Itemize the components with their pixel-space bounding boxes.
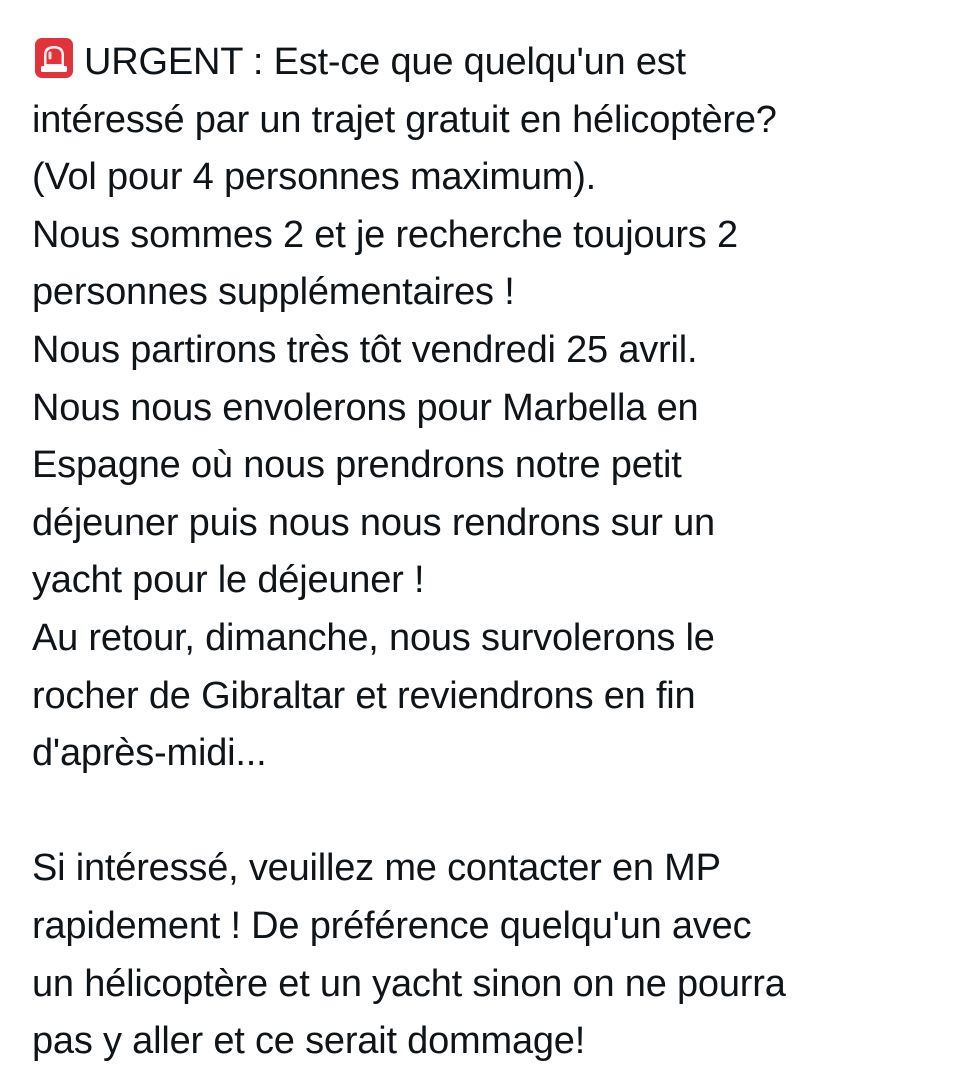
post-line: Nous partirons très tôt vendredi 25 avril. [32, 328, 698, 371]
post-line: yacht pour le déjeuner ! [32, 559, 425, 602]
post-line: déjeuner puis nous nous rendrons sur un [32, 501, 715, 544]
post-line: intéressé par un trajet gratuit en hélicoptère? [32, 98, 777, 141]
post-line: Nous sommes 2 et je recherche toujours 2 [32, 213, 738, 256]
post-line: Au retour, dimanche, nous survolerons le [32, 616, 715, 659]
post-line: un hélicoptère et un yacht sinon on ne pourra [32, 962, 786, 1005]
rotating-light-icon [32, 36, 76, 80]
paragraph-break [32, 783, 942, 841]
post-line: personnes supplémentaires ! [32, 271, 515, 314]
post-line: rapidement ! De préférence quelqu'un avec [32, 904, 752, 947]
post-line: rocher de Gibraltar et reviendrons en fin [32, 674, 696, 717]
post-line: URGENT : Est-ce que quelqu'un est [32, 34, 942, 92]
post-line: (Vol pour 4 personnes maximum). [32, 156, 597, 199]
post-line: Si intéressé, veuillez me contacter en MP [32, 847, 721, 890]
post-text [32, 34, 942, 1071]
post-line: Nous nous envolerons pour Marbella en [32, 386, 699, 429]
post-line: pas y aller et ce serait dommage! [32, 1020, 586, 1063]
post-line: d'après-midi... [32, 732, 267, 775]
post-line: Espagne où nous prendrons notre petit [32, 444, 682, 487]
